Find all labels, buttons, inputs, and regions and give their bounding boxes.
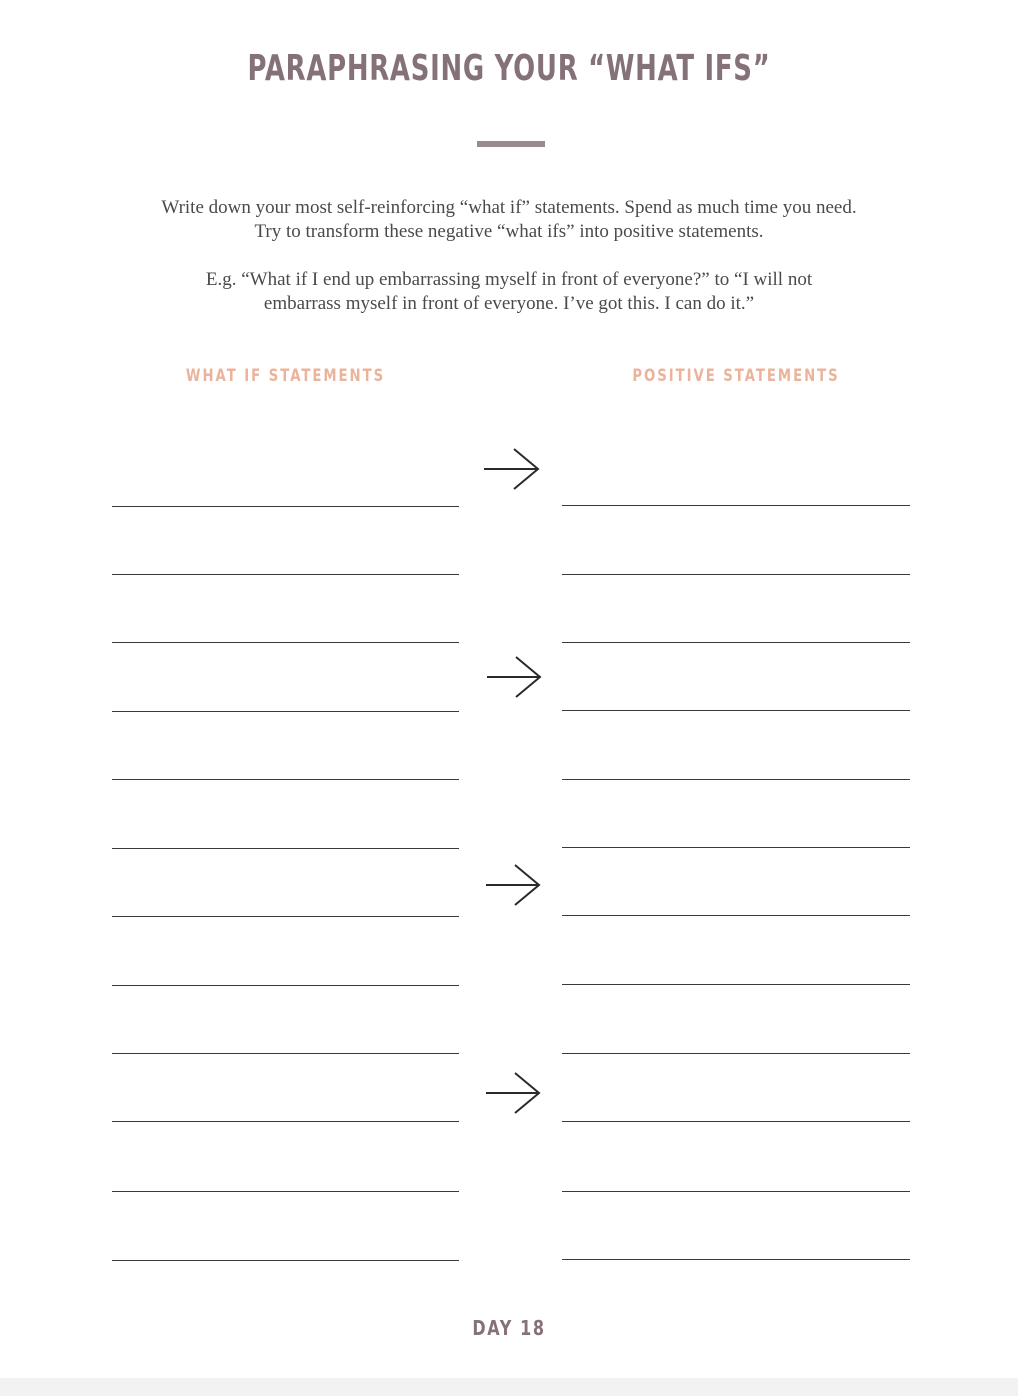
example-line-2: embarrass myself in front of everyone. I’ve got this. I can do it.”	[263, 293, 755, 314]
page-edge	[0, 1378, 1018, 1396]
instructions	[100, 196, 918, 244]
what-if-writing-line[interactable]	[112, 985, 459, 986]
day-label: DAY 18	[472, 1316, 546, 1340]
positive-writing-line[interactable]	[562, 505, 910, 506]
title-divider	[477, 141, 545, 147]
what-if-writing-line[interactable]	[112, 1121, 459, 1122]
positive-writing-line[interactable]	[562, 984, 910, 985]
positive-writing-line[interactable]	[562, 574, 910, 575]
right-arrow-icon	[484, 656, 542, 700]
what-if-writing-line[interactable]	[112, 779, 459, 780]
positive-column-heading: POSITIVE STATEMENTS	[632, 366, 840, 386]
right-arrow-icon	[484, 1072, 542, 1116]
what-if-writing-line[interactable]	[112, 711, 459, 712]
positive-writing-line[interactable]	[562, 710, 910, 711]
example-text	[100, 268, 918, 316]
right-arrow-icon	[484, 448, 542, 492]
positive-writing-line[interactable]	[562, 1053, 910, 1054]
positive-writing-line[interactable]	[562, 642, 910, 643]
positive-writing-line[interactable]	[562, 915, 910, 916]
positive-writing-line[interactable]	[562, 847, 910, 848]
what-if-writing-line[interactable]	[112, 642, 459, 643]
positive-writing-line[interactable]	[562, 1121, 910, 1122]
what-if-writing-line[interactable]	[112, 916, 459, 917]
what-if-writing-line[interactable]	[112, 574, 459, 575]
what-if-writing-line[interactable]	[112, 1191, 459, 1192]
what-if-writing-line[interactable]	[112, 1260, 459, 1261]
page-title: PARAPHRASING YOUR “WHAT IFS”	[247, 48, 771, 89]
example-line-1: E.g. “What if I end up embarrassing myself in front of everyone?” to “I will not	[205, 269, 813, 290]
instructions-line-2: Try to transform these negative “what ifs” into positive statements.	[254, 221, 764, 242]
what-if-writing-line[interactable]	[112, 848, 459, 849]
what-if-column-heading: WHAT IF STATEMENTS	[185, 366, 386, 386]
positive-writing-line[interactable]	[562, 1191, 910, 1192]
right-arrow-icon	[484, 864, 542, 908]
what-if-writing-line[interactable]	[112, 506, 459, 507]
instructions-line-1: Write down your most self-reinforcing “what if” statements. Spend as much time you need.	[161, 197, 857, 218]
positive-writing-line[interactable]	[562, 1259, 910, 1260]
positive-writing-line[interactable]	[562, 779, 910, 780]
what-if-writing-line[interactable]	[112, 1053, 459, 1054]
